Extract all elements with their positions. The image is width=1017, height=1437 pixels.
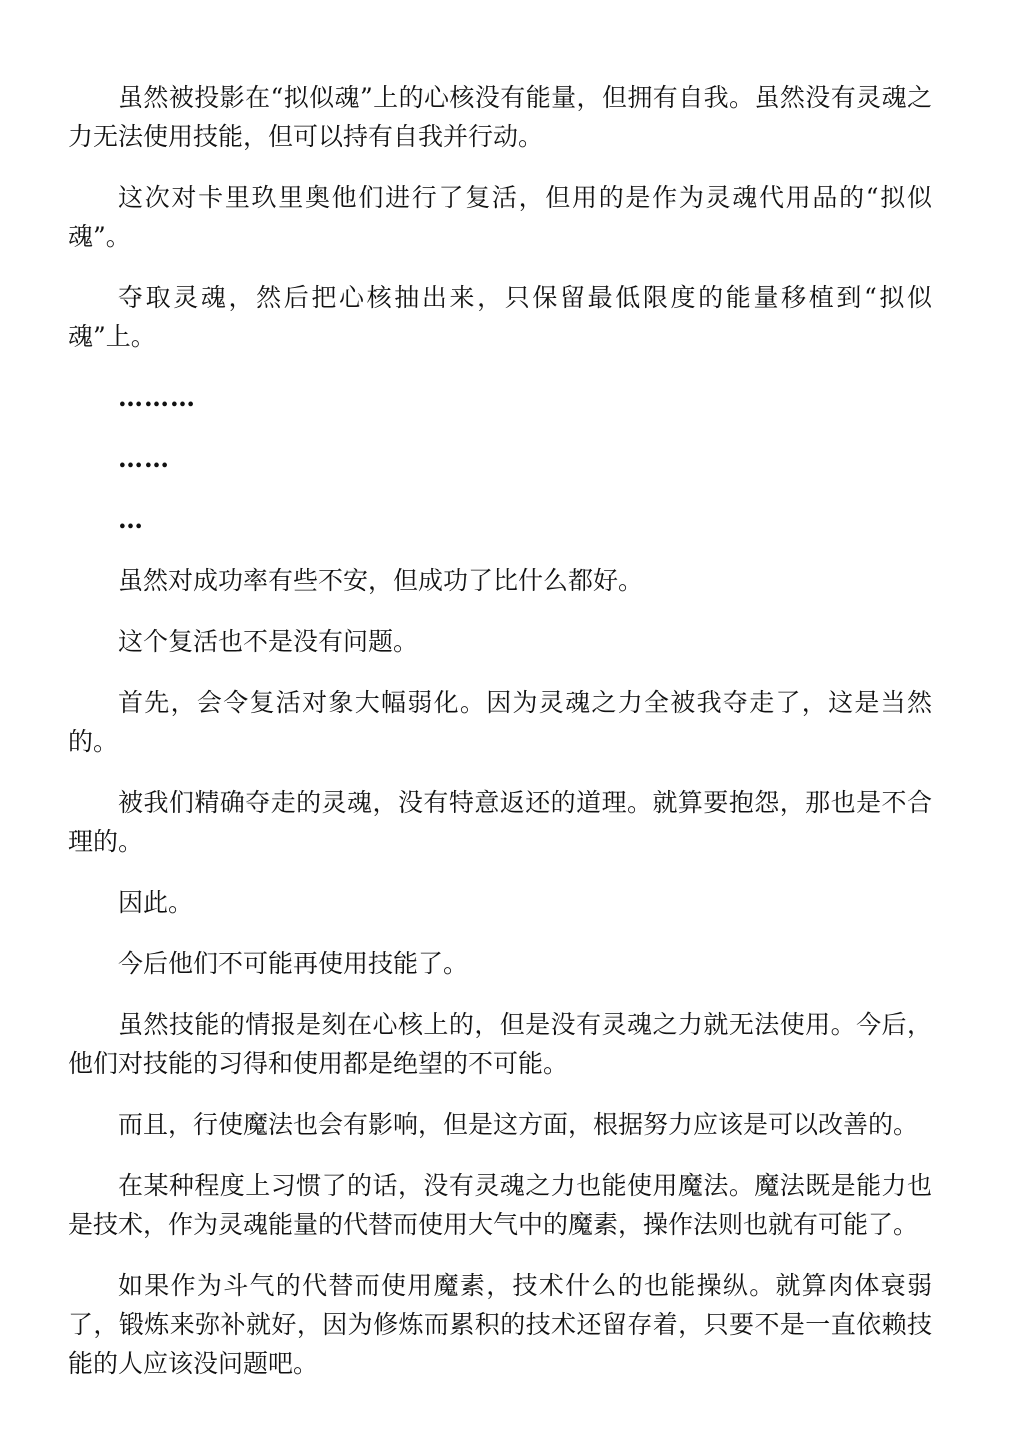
paragraph: 今后他们不可能再使用技能了。 bbox=[118, 949, 469, 978]
ellipsis-line: … bbox=[118, 505, 144, 534]
ellipsis-line: ……… bbox=[118, 383, 196, 412]
paragraph: 虽然对成功率有些不安，但成功了比什么都好。 bbox=[118, 566, 644, 595]
paragraph: 而且，行使魔法也会有影响，但是这方面，根据努力应该是可以改善的。 bbox=[118, 1110, 919, 1139]
paragraph: 虽然技能的情报是刻在心核上的，但是没有灵魂之力就无法使用。今后，他们对技能的习得和使用都是绝望的不可能。 bbox=[68, 1010, 932, 1078]
paragraph: 如果作为斗气的代替而使用魔素，技术什么的也能操纵。就算肉体衰弱了，锻炼来弥补就好，因为修炼而累积的技术还留存着，只要不是一直依赖技能的人应该没问题吧。 bbox=[68, 1271, 932, 1378]
paragraph: 虽然被投影在“拟似魂”上的心核没有能量，但拥有自我。虽然没有灵魂之力无法使用技能，但可以持有自我并行动。 bbox=[68, 83, 932, 151]
document-page bbox=[68, 78, 932, 1405]
paragraph: 这个复活也不是没有问题。 bbox=[118, 627, 419, 656]
paragraph: 这次对卡里玖里奥他们进行了复活，但用的是作为灵魂代用品的“拟似魂”。 bbox=[68, 183, 932, 251]
ellipsis-line: …… bbox=[118, 444, 170, 473]
paragraph: 首先，会令复活对象大幅弱化。因为灵魂之力全被我夺走了，这是当然的。 bbox=[68, 688, 932, 756]
paragraph: 因此。 bbox=[118, 888, 194, 917]
paragraph: 在某种程度上习惯了的话，没有灵魂之力也能使用魔法。魔法既是能力也是技术，作为灵魂能量的代替而使用大气中的魔素，操作法则也就有可能了。 bbox=[68, 1171, 932, 1239]
paragraph: 被我们精确夺走的灵魂，没有特意返还的道理。就算要抱怨，那也是不合理的。 bbox=[68, 788, 932, 856]
paragraph: 夺取灵魂，然后把心核抽出来，只保留最低限度的能量移植到“拟似魂”上。 bbox=[68, 283, 932, 351]
